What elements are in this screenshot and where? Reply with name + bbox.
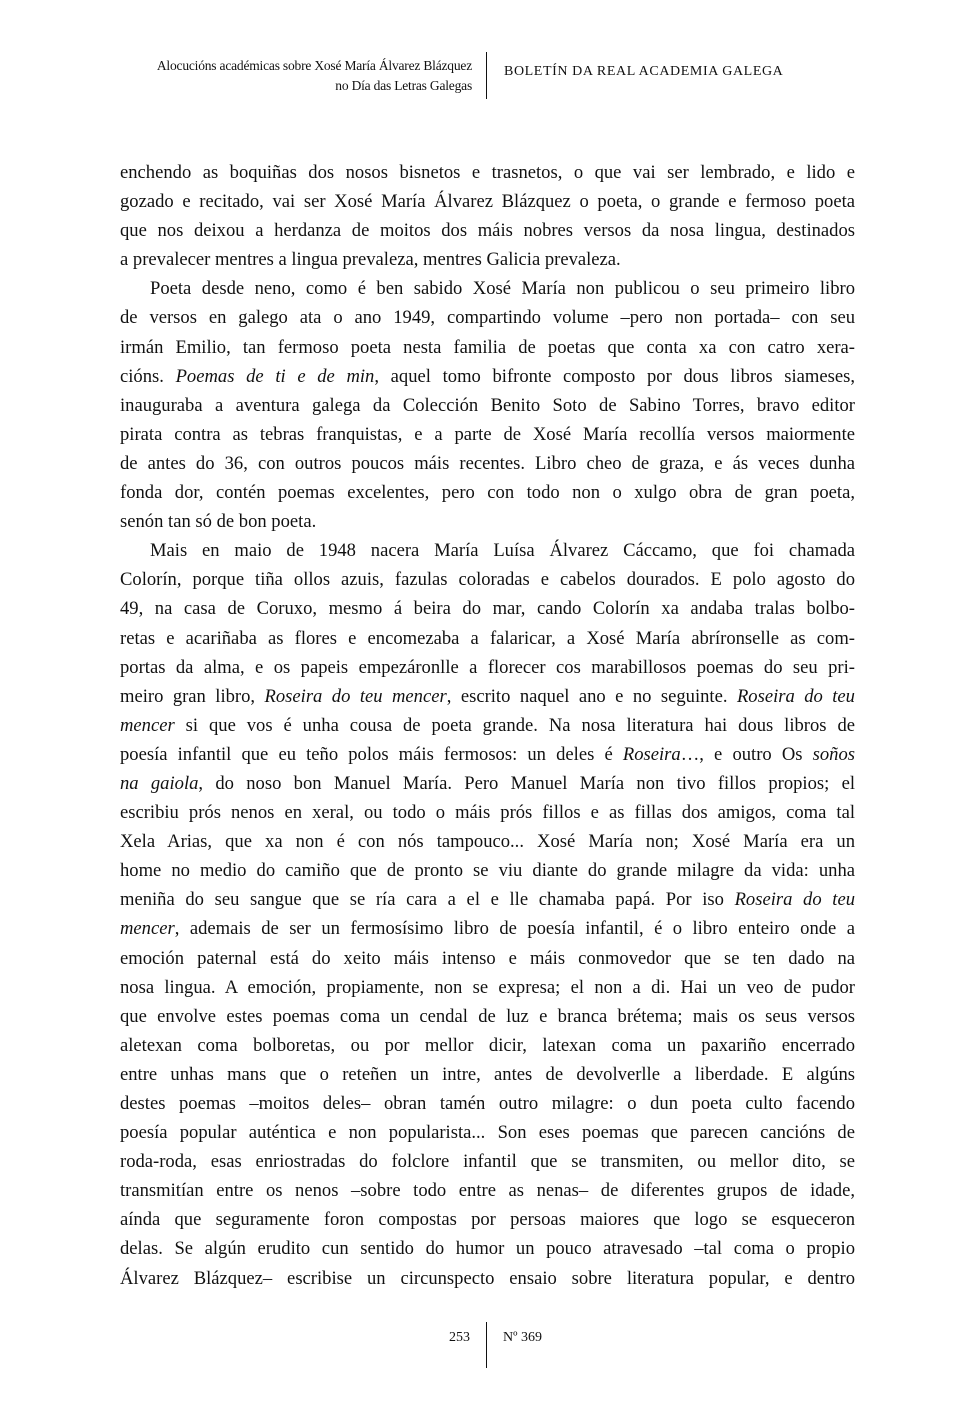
issue-number: Nº 369 xyxy=(503,1330,542,1345)
footer-divider xyxy=(486,1322,487,1368)
text-line: de versos en galego ata o ano 1949, compartindo volume –pero non portada– con seu xyxy=(120,307,855,329)
header-article-title xyxy=(100,56,472,96)
text-line: delas. Se algún erudito cun sentido do humor un pouco atravesado –tal coma o propio xyxy=(120,1238,855,1260)
text-line: entre unhas mans que o reteñen un intre, antes de devolverlle a liberdade. E algúns xyxy=(120,1063,855,1085)
text-line: destes poemas –moitos deles– obran tamén outro milagre: o dun poeta culto facendo xyxy=(120,1093,855,1114)
italic-title: Poemas de ti e de min xyxy=(175,365,375,387)
text-line: home no medio do camiño que de pronto se viu diante do grande milagre da vida: unha xyxy=(120,860,855,882)
text-line: na gaiola, do noso bon Manuel María. Pero Manuel María non tivo fillos propios; el xyxy=(120,772,855,794)
text-line: aínda que seguramente foron compostas por persoas maiores que logo se esqueceron xyxy=(120,1209,855,1231)
text-line: cións. Poemas de ti e de min, aquel tomo bifronte composto por dous libros siameses, xyxy=(120,365,856,387)
text-line: enchendo as boquiñas dos nosos bisnetos e trasnetos, o que vai ser lembrado, e lido e xyxy=(120,162,855,183)
text-line: mencer si que vos é unha cousa de poeta grande. Na nosa literatura hai dous libros de xyxy=(120,714,855,736)
italic-title: mencer xyxy=(120,714,175,736)
text-line: nosa lingua. A emoción, propiamente, non se expresa; el non a di. Hai un veo de pudor xyxy=(120,976,855,998)
text-line: roda-roda, esas enriostradas do folclore infantil que se transmiten, ou mellor dito, se xyxy=(120,1151,855,1173)
italic-title: Roseira do teu mencer xyxy=(264,685,447,707)
text-line: 49, na casa de Coruxo, mesmo á beira do mar, cando Colorín xa andaba tralas bolbo- xyxy=(120,598,855,620)
text-line: meniña do seu sangue que se ría cara a el e lle chamaba papá. Por iso Roseira do teu xyxy=(120,889,855,911)
text-line: transmitían entre os nenos –sobre todo entre as nenas– de diferentes grupos de idade, xyxy=(120,1180,855,1202)
page-number: 253 xyxy=(449,1330,470,1345)
text-line: a prevalecer mentres a lingua prevaleza, mentres Galicia prevaleza. xyxy=(120,249,621,271)
italic-title: mencer xyxy=(120,918,175,940)
text-line: emoción paternal está do xeito máis intenso e máis conmovedor que se ten dado na xyxy=(120,947,855,969)
header-journal-title: BOLETÍN DA REAL ACADEMIA GALEGA xyxy=(504,64,784,79)
header-article-title-line-2: no Día das Letras Galegas xyxy=(335,78,472,93)
text-line: irmán Emilio, tan fermoso poeta nesta familia de poetas que conta xa con catro xera- xyxy=(120,336,855,358)
text-line: mencer, ademais de ser un fermosísimo libro de poesía infantil, é o libro enteiro onde a xyxy=(120,918,855,940)
italic-title: Roseira do teu xyxy=(736,685,855,707)
italic-title: Roseira do teu xyxy=(734,889,855,911)
text-line: de antes do 36, con outros poucos máis recentes. Libro cheo de graza, e ás veces dunha xyxy=(120,452,855,474)
text-line: que envolve estes poemas coma un cendal de luz e branca brétema; mais os seus versos xyxy=(120,1005,855,1027)
italic-title: na gaiola xyxy=(120,772,199,794)
text-line: fonda dor, contén poemas excelentes, pero con todo non o xulgo obra de gran poeta, xyxy=(120,482,855,504)
text-line: pirata contra as tebras franquistas, e a parte de Xosé María recollía versos maiormente xyxy=(120,423,855,445)
text-line: poesía infantil que eu teño polos máis fermosos: un deles é Roseira…, e outro Os soños xyxy=(120,743,855,765)
paragraph xyxy=(120,536,855,1292)
header-divider xyxy=(486,52,487,99)
text-line: Xela Arias, que xa non é con nós tampouco... Xosé María non; Xosé María era un xyxy=(120,831,855,853)
header-article-title-line-1: Alocucións académicas sobre Xosé María Álvarez Blázquez xyxy=(156,58,472,73)
text-line: Mais en maio de 1948 nacera María Luísa Álvarez Cáccamo, que foi chamada xyxy=(150,540,855,562)
text-line: Álvarez Blázquez– escribise un circunspecto ensaio sobre literatura popular, e dentro xyxy=(120,1267,855,1289)
text-line: portas da alma, e os papeis empezáronlle a florecer cos marabillosos poemas do seu pri- xyxy=(120,656,855,678)
text-line: escribiu prós nenos en xeral, ou todo o máis prós fillos e as fillas dos amigos, coma tal xyxy=(120,802,855,824)
italic-title: Roseira xyxy=(622,743,681,765)
text-line: meiro gran libro, Roseira do teu mencer, escrito naquel ano e no seguinte. Roseira do teu xyxy=(120,685,855,707)
italic-title: soños xyxy=(812,743,855,765)
text-line: aletexan coma bolboretas, ou por mellor dicir, latexan coma un paxariño encerrado xyxy=(120,1034,855,1056)
text-line: senón tan só de bon poeta. xyxy=(120,511,317,533)
text-line: Poeta desde neno, como é ben sabido Xosé María non publicou o seu primeiro libro xyxy=(150,278,855,300)
text-line: gozado e recitado, vai ser Xosé María Álvarez Blázquez o poeta, o grande e fermoso poeta xyxy=(120,191,855,213)
body-text xyxy=(120,158,855,1293)
text-line: que nos deixou a herdanza de moitos dos máis nobres versos da nosa lingua, destinados xyxy=(120,220,855,242)
text-line: retas e acariñaba as flores e encomezaba a falaricar, a Xosé María abríronselle as com- xyxy=(120,627,855,649)
paragraph xyxy=(120,274,855,536)
text-line: Colorín, porque tiña ollos azuis, fazulas coloradas e cabelos dourados. E polo agosto do xyxy=(120,569,855,591)
text-line: poesía popular auténtica e non popularista... Son eses poemas que parecen cancións de xyxy=(120,1122,855,1144)
paragraph xyxy=(120,158,855,274)
text-line: inauguraba a aventura galega da Colección Benito Soto de Sabino Torres, bravo editor xyxy=(120,394,855,416)
